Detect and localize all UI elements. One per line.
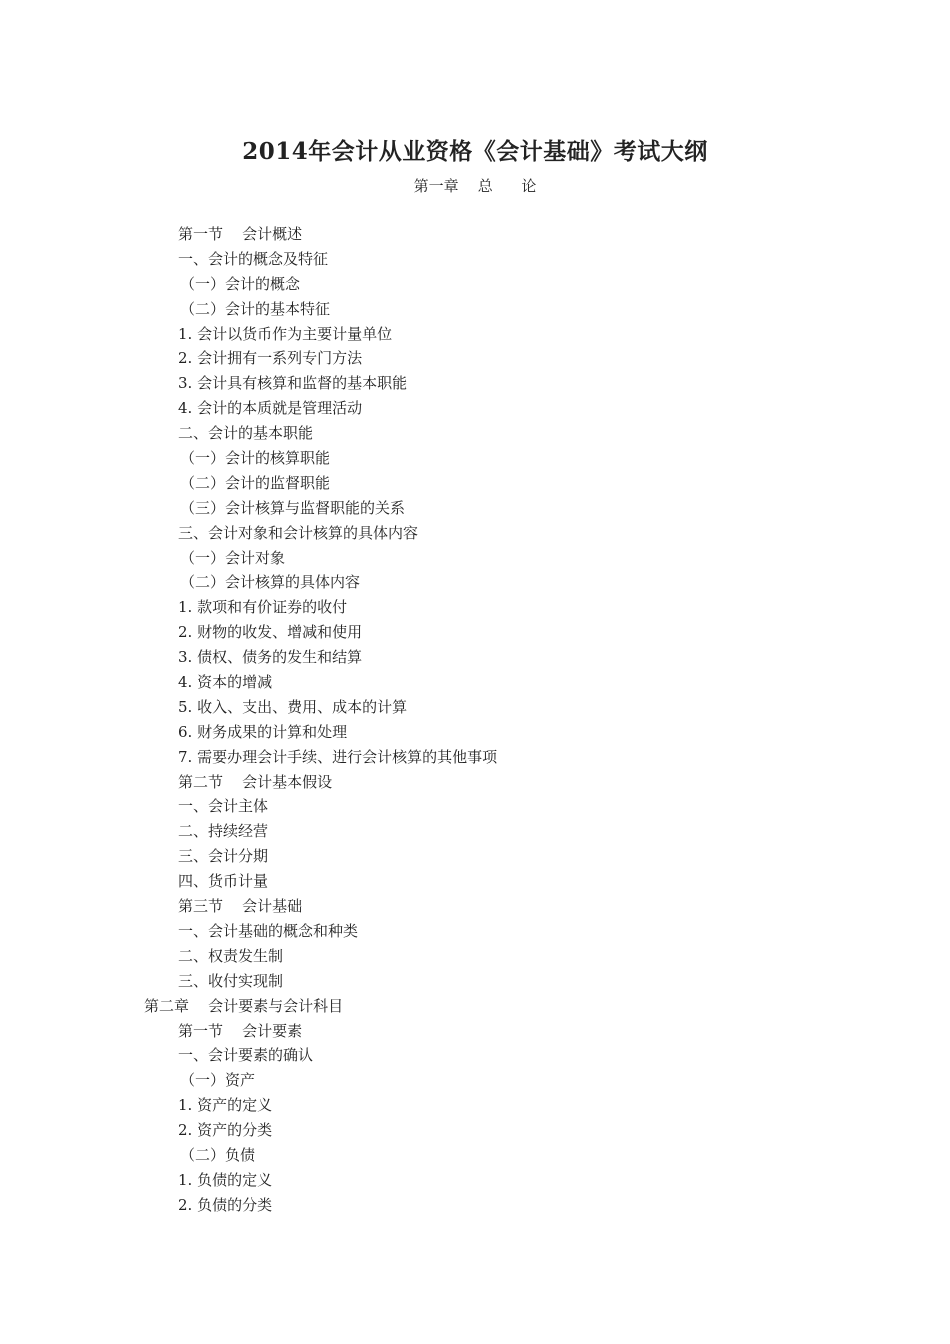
outline-item: 二、持续经营 — [178, 822, 269, 841]
outline-item: 2. 会计拥有一系列专门方法 — [178, 349, 363, 368]
outline-item: 5. 收入、支出、费用、成本的计算 — [178, 697, 408, 716]
outline-item: （二）会计的监督职能 — [180, 473, 331, 492]
outline-item: 7. 需要办理会计手续、进行会计核算的其他事项 — [178, 747, 498, 766]
outline-item: （三）会计核算与监督职能的关系 — [180, 498, 406, 517]
outline-item: （二）负债 — [180, 1145, 256, 1164]
outline-item: 第二节 会计基本假设 — [178, 772, 333, 791]
outline-item: 3. 会计具有核算和监督的基本职能 — [178, 374, 408, 393]
outline-item: 三、收付实现制 — [178, 971, 284, 990]
outline-item: 1. 款项和有价证券的收付 — [178, 598, 348, 617]
outline-item: 1. 资产的定义 — [178, 1096, 273, 1115]
outline-item: （二）会计的基本特征 — [180, 299, 331, 318]
outline-item: 2. 负债的分类 — [178, 1195, 273, 1214]
chapter-heading: 第一章 总 论 — [413, 177, 537, 195]
outline-item: 4. 资本的增减 — [178, 673, 273, 692]
outline-item: 6. 财务成果的计算和处理 — [178, 722, 348, 741]
outline-item: 1. 负债的定义 — [178, 1170, 273, 1189]
outline-item: （一）资产 — [180, 1071, 256, 1090]
outline-item: 三、会计分期 — [178, 847, 269, 866]
outline-item: （一）会计的核算职能 — [180, 449, 331, 468]
outline-item: 三、会计对象和会计核算的具体内容 — [178, 523, 419, 542]
outline-item: 3. 债权、债务的发生和结算 — [178, 648, 363, 667]
outline-item: 第一节 会计要素 — [178, 1021, 303, 1040]
outline-item: 二、会计的基本职能 — [178, 424, 314, 443]
outline-item: （一）会计的概念 — [180, 274, 301, 293]
page-title: 2014年会计从业资格《会计基础》考试大纲 — [242, 138, 708, 165]
outline-item: 2. 财物的收发、增减和使用 — [178, 623, 363, 642]
outline-item: 4. 会计的本质就是管理活动 — [178, 399, 363, 418]
outline-item: 2. 资产的分类 — [178, 1121, 273, 1140]
outline-item: 第三节 会计基础 — [178, 897, 303, 916]
outline-item: 一、会计要素的确认 — [178, 1046, 314, 1065]
outline-item: 一、会计的概念及特征 — [178, 249, 329, 268]
outline-item: 1. 会计以货币作为主要计量单位 — [178, 324, 393, 343]
outline-item: 第一节 会计概述 — [178, 225, 303, 243]
outline-list — [0, 222, 497, 1218]
outline-item: 四、货币计量 — [178, 872, 269, 891]
outline-item: 第二章 会计要素与会计科目 — [144, 996, 344, 1015]
outline-item: 二、权责发生制 — [178, 946, 284, 965]
outline-item: 一、会计主体 — [178, 797, 269, 816]
outline-item: 一、会计基础的概念和种类 — [178, 921, 359, 940]
outline-item: （一）会计对象 — [180, 548, 286, 567]
outline-item: （二）会计核算的具体内容 — [180, 573, 361, 592]
